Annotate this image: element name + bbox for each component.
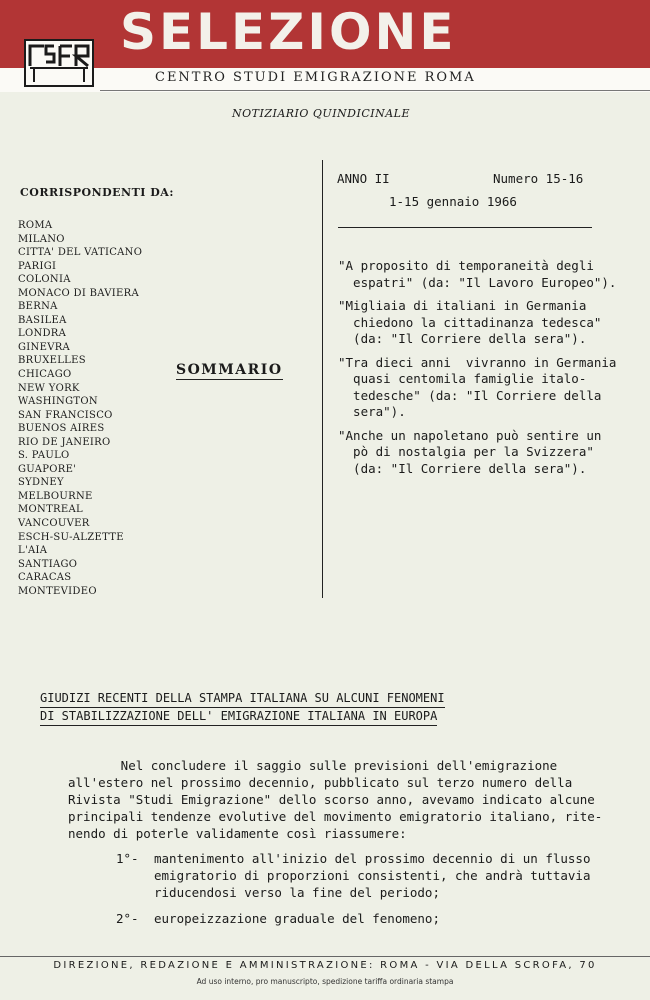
city-item: VANCOUVER xyxy=(18,518,90,530)
city-item: NEW YORK xyxy=(18,382,80,394)
city-item: RIO DE JANEIRO xyxy=(18,436,111,448)
summary-article xyxy=(338,298,638,348)
body-line: all'estero nel prossimo decennio, pubblicato sul terzo numero della xyxy=(68,775,573,790)
body-line: nendo di poterle validamente così riassumere: xyxy=(68,826,407,841)
headline-line: DI STABILIZZAZIONE DELL' EMIGRAZIONE ITALIANA IN EUROPA xyxy=(40,708,437,726)
list-item-text xyxy=(154,910,591,927)
summary-article-line: (da: "Il Corriere della sera"). xyxy=(338,331,587,346)
summary-article-line: "Tra dieci anni vivranno in Germania xyxy=(338,354,617,370)
article-list xyxy=(116,850,591,936)
summary-article xyxy=(338,428,638,478)
city-item: WASHINGTON xyxy=(18,396,98,408)
summary-articles xyxy=(338,258,638,484)
cser-logo xyxy=(24,38,94,88)
article-headline xyxy=(40,690,445,726)
list-item xyxy=(116,910,591,927)
city-item: MONTEVIDEO xyxy=(18,585,97,597)
city-item: GUAPORE' xyxy=(18,463,77,475)
summary-article xyxy=(338,355,638,421)
summary-article xyxy=(338,258,638,291)
list-item-line: europeizzazione graduale del fenomeno; xyxy=(154,911,440,926)
summary-article-line: "Migliaia di italiani in Germania xyxy=(338,298,587,313)
list-item-text xyxy=(154,850,591,901)
issue-date: 1-15 gennaio 1966 xyxy=(389,194,517,209)
masthead-title: SELEZIONE xyxy=(120,3,457,61)
city-item: BASILEA xyxy=(18,314,67,326)
article-body xyxy=(68,757,602,842)
body-line: Nel concludere il saggio sulle previsioni dell'emigrazione xyxy=(68,758,558,773)
city-item: CITTA' DEL VATICANO xyxy=(18,247,143,259)
sommario-label: SOMMARIO xyxy=(176,362,283,378)
cser-logo-mark xyxy=(24,38,94,88)
city-item: L'AIA xyxy=(18,545,48,557)
city-item: LONDRA xyxy=(18,328,67,340)
city-item: COLONIA xyxy=(18,274,71,286)
correspondents-heading: CORRISPONDENTI DA: xyxy=(20,186,174,199)
city-item: SAN FRANCISCO xyxy=(18,409,113,421)
city-item: MILANO xyxy=(18,233,65,245)
masthead xyxy=(0,0,650,92)
masthead-rule xyxy=(100,90,650,91)
city-item: SANTIAGO xyxy=(18,558,78,570)
summary-article-line: (da: "Il Corriere della sera"). xyxy=(338,460,587,476)
summary-article-line: quasi centomila famiglie italo- xyxy=(338,371,587,386)
city-item: BUENOS AIRES xyxy=(18,423,105,435)
city-item: S. PAULO xyxy=(18,450,70,462)
city-item: MELBOURNE xyxy=(18,490,93,502)
issue-rule xyxy=(338,227,592,228)
headline-line: GIUDIZI RECENTI DELLA STAMPA ITALIANA SU ALCUNI FENOMENI xyxy=(40,690,445,708)
body-line: Rivista "Studi Emigrazione" dello scorso anno, avevamo indicato alcune xyxy=(68,792,595,807)
summary-article-line: sera"). xyxy=(338,404,406,419)
footer-note: Ad uso interno, pro manuscripto, spedizione tariffa ordinaria stampa xyxy=(196,977,454,986)
list-item-number: 2°- xyxy=(116,911,139,926)
city-item: CARACAS xyxy=(18,572,72,584)
summary-article-line: tedesche" (da: "Il Corriere della xyxy=(338,387,602,403)
column-divider xyxy=(322,160,323,598)
city-item: SYDNEY xyxy=(18,477,64,489)
body-line: principali tendenze evolutive del movimento emigratorio italiano, rite- xyxy=(68,809,603,824)
city-item: GINEVRA xyxy=(18,341,71,353)
summary-article-line: "A proposito di temporaneità degli xyxy=(338,258,594,273)
city-item: BRUXELLES xyxy=(18,355,86,367)
bulletin-type: NOTIZIARIO QUINDICINALE xyxy=(232,107,410,120)
issue-number: Numero 15-16 xyxy=(493,171,584,186)
list-item xyxy=(116,850,591,901)
city-item: ROMA xyxy=(18,220,53,231)
issue-year: ANNO II xyxy=(337,171,390,186)
city-item: PARIGI xyxy=(18,260,57,272)
city-item: ESCH-SU-ALZETTE xyxy=(18,531,124,543)
summary-article-line: "Anche un napoletano può sentire un xyxy=(338,427,602,443)
correspondents-list xyxy=(18,219,142,598)
list-item-line: emigratorio di proporzioni consistenti, che andrà tuttavia xyxy=(154,868,591,883)
list-item-line: mantenimento all'inizio del prossimo decennio di un flusso xyxy=(154,851,591,866)
city-item: MONACO DI BAVIERA xyxy=(18,287,139,299)
summary-article-line: pò di nostalgia per la Svizzera" xyxy=(338,444,594,459)
summary-article-line: chiedono la cittadinanza tedesca" xyxy=(338,314,602,330)
footer-rule xyxy=(0,956,650,957)
footer-address: DIREZIONE, REDAZIONE E AMMINISTRAZIONE: ROMA - VIA DELLA SCROFA, 70 xyxy=(53,960,597,971)
list-item-line: riducendosi verso la fine del periodo; xyxy=(154,885,440,900)
list-item-number: 1°- xyxy=(116,851,139,866)
city-item: MONTREAL xyxy=(18,504,83,516)
city-item: CHICAGO xyxy=(18,369,72,381)
summary-article-line: espatri" (da: "Il Lavoro Europeo"). xyxy=(338,274,617,290)
masthead-subtitle: CENTRO STUDI EMIGRAZIONE ROMA xyxy=(155,70,476,85)
city-item: BERNA xyxy=(18,301,58,313)
